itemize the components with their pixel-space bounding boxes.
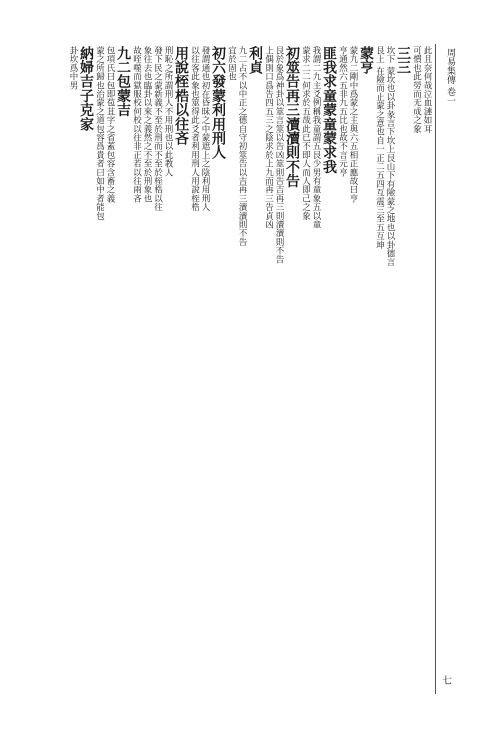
- running-header: 周易集傳 卷一: [445, 48, 455, 105]
- text-commentary-column: 坎下 蒙坎也以卦彖言下坎上艮山下有險蒙之地也以卦德言: [385, 46, 395, 267]
- text-heading-column: 蒙亨: [358, 46, 374, 75]
- text-commentary-column: 我謂二九主爻例稱我童謂五艮少男有童象五以童: [311, 46, 321, 229]
- text-commentary-column: 此且奈何哉泣血漣如耳: [422, 46, 432, 133]
- text-commentary-column: 發下民之蒙新義不至於刑而不至於桎梏以往: [152, 46, 163, 212]
- text-commentary-column: 蒙九二剛中爲蒙之主與六五相正應故曰亨: [348, 46, 358, 203]
- text-commentary-column: 蒙求二二何求於五哉此已不即人而人即己之象: [300, 46, 311, 220]
- text-heading-column: 初筮告再三瀆瀆則不告: [284, 46, 300, 188]
- text-commentary-column: 包項氏曰包即苞苴字之省蓋包容含畜之義: [105, 46, 115, 203]
- text-heading-column: 匪我求童蒙童蒙求我: [321, 46, 337, 174]
- text-commentary-column: 發謂通也初在昏昧之中蒙遮上之陰利用刑人: [200, 46, 210, 212]
- text-commentary-column: 可慣也此勞而无成之象: [411, 46, 422, 133]
- text-heading-column: 用說桎梏以往吝: [173, 46, 189, 146]
- text-heading-column: 九二包蒙吉: [115, 46, 131, 117]
- text-commentary-column: 象往去也臨卦以來之義然之不至於刑象也: [142, 46, 152, 203]
- text-heading-column: 三三: [395, 46, 411, 75]
- page-number: 七: [442, 676, 452, 687]
- text-commentary-column: 艮於象爲神卦以筮言筮以告凶筮則告吉再三則瀆瀆則不告: [274, 46, 284, 264]
- text-heading-column: 利貞: [247, 46, 263, 75]
- text-columns: [62, 46, 432, 696]
- text-commentary-column: 故咥噬而獄服校何校以往非正若以往兩吝: [131, 46, 142, 203]
- text-commentary-column: 宜於固也: [226, 46, 237, 81]
- text-heading-column: 納婦吉子克家: [78, 46, 94, 132]
- text-commentary-column: 蒙之所歸也治蒙之道包容爲貴者曰如中者能包: [94, 46, 105, 220]
- text-commentary-column: 九二占不以中正之德自守初筮告以吉再三瀆瀆則不告: [237, 46, 247, 247]
- text-commentary-column: 卦坎爲中男: [68, 46, 78, 90]
- text-heading-column: 初六發蒙利用刑人: [210, 46, 226, 160]
- text-commentary-column: 上偶則口爲告四五三之陰求於上九而再三告貞凶: [263, 46, 274, 229]
- margin-rule: [435, 44, 436, 694]
- text-commentary-column: 艮上 在險而止蒙之意也自一正二五四互震三至五互坤: [374, 46, 385, 250]
- text-commentary-column: 亨通然六五非九五比也故不言元亨: [337, 46, 348, 177]
- text-commentary-column: 以往客此象也筮得此爻者利用刑人用說桎梏: [189, 46, 200, 212]
- text-commentary-column: 刑恥之所謂刑人不用刑也以此教人: [163, 46, 173, 177]
